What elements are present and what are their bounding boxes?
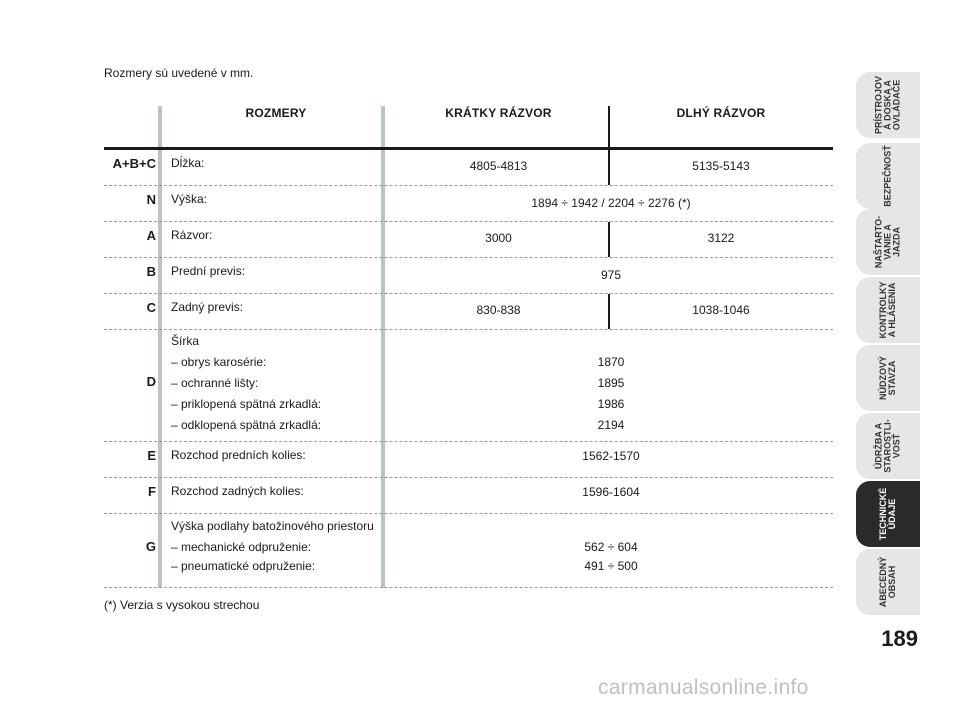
tab-warning-lights[interactable] bbox=[856, 277, 920, 343]
column-bar-right bbox=[381, 106, 385, 588]
row-value-short: 4805-4813 bbox=[469, 159, 528, 173]
row-value-short: 830-838 bbox=[476, 303, 521, 317]
row-label-line: – mechanické odpruženie: bbox=[171, 540, 312, 554]
row-label-line: Šírka bbox=[171, 334, 200, 348]
row-divider bbox=[104, 329, 833, 330]
row-value-both: 562 ÷ 604 bbox=[584, 540, 638, 554]
column-separator bbox=[608, 106, 610, 147]
tab-label: TECHNICKÉ ÚDAJE bbox=[878, 487, 897, 541]
tab-label: ÚDRŽBA A STAROSTLI- VOSŤ bbox=[873, 419, 902, 473]
row-label-line: – obrys karosérie: bbox=[171, 355, 267, 369]
watermark: carmanualsonline.info bbox=[598, 676, 809, 699]
row-value-both: 1870 bbox=[597, 355, 625, 369]
row-divider bbox=[104, 513, 833, 514]
row-value-both: 975 bbox=[600, 268, 622, 282]
row-divider bbox=[104, 441, 833, 442]
row-code: D bbox=[146, 374, 156, 389]
tab-label: PRÍSTROJOV Á DOSKA A OVLÁDAČE bbox=[873, 76, 902, 135]
tab-dashboard-controls[interactable] bbox=[856, 72, 920, 138]
row-label: Výška: bbox=[171, 192, 208, 206]
row-code: N bbox=[146, 192, 156, 207]
tab-technical-data[interactable] bbox=[856, 481, 920, 547]
row-code: E bbox=[147, 448, 156, 463]
page-number: 189 bbox=[881, 626, 918, 651]
header-short-wheelbase: KRÁTKY RÁZVOR bbox=[445, 106, 552, 120]
row-code: B bbox=[146, 264, 156, 279]
tab-label: NÚDZOVÝ STAVZA bbox=[878, 356, 897, 401]
tab-emergency[interactable] bbox=[856, 345, 920, 411]
tab-label: ABECEDNÝ OBSAH bbox=[878, 556, 897, 608]
row-code: C bbox=[146, 300, 156, 315]
row-value-both: 1895 bbox=[597, 376, 625, 390]
row-label: Zadný previs: bbox=[171, 300, 244, 314]
row-value-both: 2194 bbox=[597, 418, 625, 432]
row-divider bbox=[104, 257, 833, 258]
row-value-both: 1562-1570 bbox=[582, 449, 640, 463]
row-value-both: 491 ÷ 500 bbox=[584, 559, 638, 573]
tab-label: KONTROLKY A HLÁSENIA bbox=[878, 281, 897, 339]
tab-label: NAŠTARTO- VANIE A JAZDA bbox=[873, 215, 902, 269]
row-value-long: 5135-5143 bbox=[692, 159, 750, 173]
row-label: Rozchod zadných kolies: bbox=[171, 484, 304, 498]
row-value-short: 3000 bbox=[485, 231, 512, 245]
tab-label: BEZPEČNOSŤ bbox=[882, 145, 893, 207]
header-rule bbox=[104, 147, 833, 150]
row-divider bbox=[104, 221, 833, 222]
row-divider bbox=[104, 477, 833, 478]
row-label: Rázvor: bbox=[171, 228, 213, 242]
row-label-line: – pneumatické odpruženie: bbox=[171, 559, 316, 573]
header-long-wheelbase: DLHÝ RÁZVOR bbox=[676, 106, 766, 120]
row-code: G bbox=[145, 539, 156, 554]
tab-safety[interactable] bbox=[856, 143, 920, 209]
row-code: F bbox=[148, 484, 156, 499]
row-label-line: – ochranné lišty: bbox=[171, 376, 259, 390]
row-divider bbox=[104, 185, 833, 186]
row-value-long: 1038-1046 bbox=[692, 303, 750, 317]
row-label-line: – odklopená spätná zrkadlá: bbox=[171, 418, 322, 432]
row-divider bbox=[104, 587, 833, 588]
intro-text: Rozmery sú uvedené v mm. bbox=[104, 66, 254, 80]
footnote: (*) Verzia s vysokou strechou bbox=[104, 598, 260, 612]
tab-maintenance[interactable] bbox=[856, 413, 920, 479]
row-value-both: 1894 ÷ 1942 / 2204 ÷ 2276 (*) bbox=[531, 196, 691, 210]
row-divider bbox=[104, 293, 833, 294]
header-dimensions: ROZMERY bbox=[245, 106, 307, 120]
tab-index[interactable] bbox=[856, 549, 920, 615]
tab-starting-driving[interactable] bbox=[856, 209, 920, 275]
row-value-both: 1986 bbox=[597, 397, 625, 411]
row-value-long: 3122 bbox=[707, 231, 735, 245]
row-code: A+B+C bbox=[112, 156, 156, 171]
row-label: Dĺžka: bbox=[171, 156, 205, 170]
row-label-line: – priklopená spätná zrkadlá: bbox=[171, 397, 322, 411]
row-value-both: 1596-1604 bbox=[582, 485, 640, 499]
row-label: Prední previs: bbox=[171, 264, 246, 278]
column-bar-left bbox=[158, 106, 162, 588]
row-code: A bbox=[146, 228, 156, 243]
row-label: Rozchod predních kolies: bbox=[171, 448, 306, 462]
row-label-line: Výška podlahy batožinového priestoru bbox=[171, 519, 374, 533]
